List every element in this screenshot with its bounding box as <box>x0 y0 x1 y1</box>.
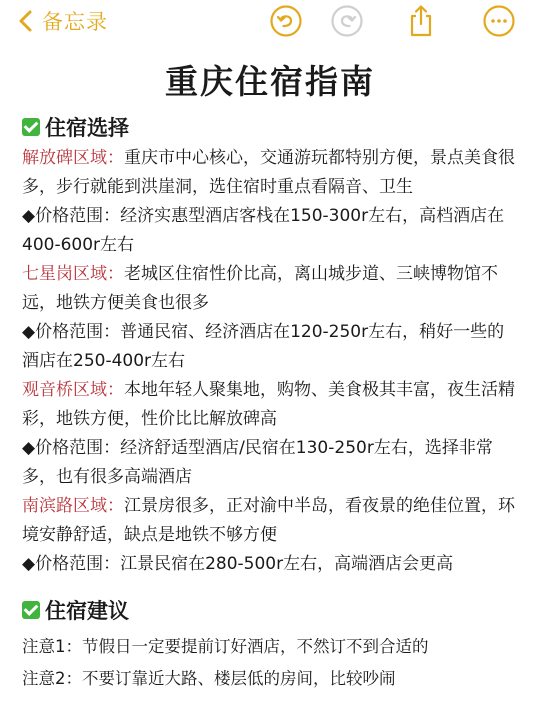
area-description: 老城区住宿性价比高，离山城步道、三峡博物馆不远，地铁方便美食也很多 <box>22 264 498 313</box>
price-range: ◆价格范围：普通民宿、经济酒店在120-250r左右，稍好一些的酒店在250-400r左右 <box>22 322 505 371</box>
navigation-bar <box>0 0 540 46</box>
area-description: 本地年轻人聚集地，购物、美食极其丰富，夜生活精彩，地铁方便，性价比比解放碑高 <box>22 380 515 429</box>
more-button[interactable] <box>482 4 516 38</box>
back-button[interactable] <box>16 6 108 36</box>
area-name: 观音桥区域： <box>22 380 124 400</box>
tip-item: 注意1：节假日一定要提前订好酒店，不然订不到合适的 <box>22 637 429 656</box>
undo-button[interactable] <box>269 4 303 38</box>
tip-item: 注意2：不要订靠近大路、楼层低的房间，比较吵闹 <box>22 669 396 688</box>
area-paragraph <box>22 144 518 202</box>
area-description: 重庆市中心核心，交通游玩都特别方便，景点美食很多，步行就能到洪崖洞，选住宿时重点看隔音、卫生 <box>22 148 515 197</box>
note-title: 重庆住宿指南 <box>165 62 375 101</box>
section-heading-label: 住宿选择 <box>45 116 129 140</box>
price-range: ◆价格范围：江景民宿在280-500r左右，高端酒店会更高 <box>22 554 454 574</box>
area-list <box>22 144 518 579</box>
redo-icon <box>330 4 364 38</box>
area-name: 南滨路区域： <box>22 496 124 516</box>
area-name: 解放碑区域： <box>22 148 124 168</box>
area-paragraph <box>22 260 518 318</box>
section-heading-label: 住宿建议 <box>45 599 129 623</box>
checkmark-icon <box>22 601 40 619</box>
price-range: ◆价格范围：经济舒适型酒店/民宿在130-250r左右，选择非常多，也有很多高端酒店 <box>22 438 493 487</box>
checkmark-icon <box>22 118 40 136</box>
area-name: 七星岗区域： <box>22 264 124 284</box>
price-range: ◆价格范围：经济实惠型酒店客栈在150-300r左右，高档酒店在400-600r左右 <box>22 206 505 255</box>
undo-icon <box>269 4 303 38</box>
share-icon <box>406 4 436 38</box>
chevron-left-icon <box>16 9 36 33</box>
tips-list <box>22 631 518 695</box>
area-paragraph <box>22 376 518 434</box>
back-label: 备忘录 <box>42 10 108 34</box>
more-icon <box>482 4 516 38</box>
redo-button[interactable] <box>330 4 364 38</box>
section-heading-accommodation-tips <box>22 593 540 627</box>
area-description: 江景房很多，正对渝中半岛，看夜景的绝佳位置，环境安静舒适，缺点是地铁不够方便 <box>22 496 515 545</box>
share-button[interactable] <box>406 4 436 38</box>
section-heading-accommodation-choice <box>22 110 540 144</box>
area-paragraph <box>22 492 518 550</box>
